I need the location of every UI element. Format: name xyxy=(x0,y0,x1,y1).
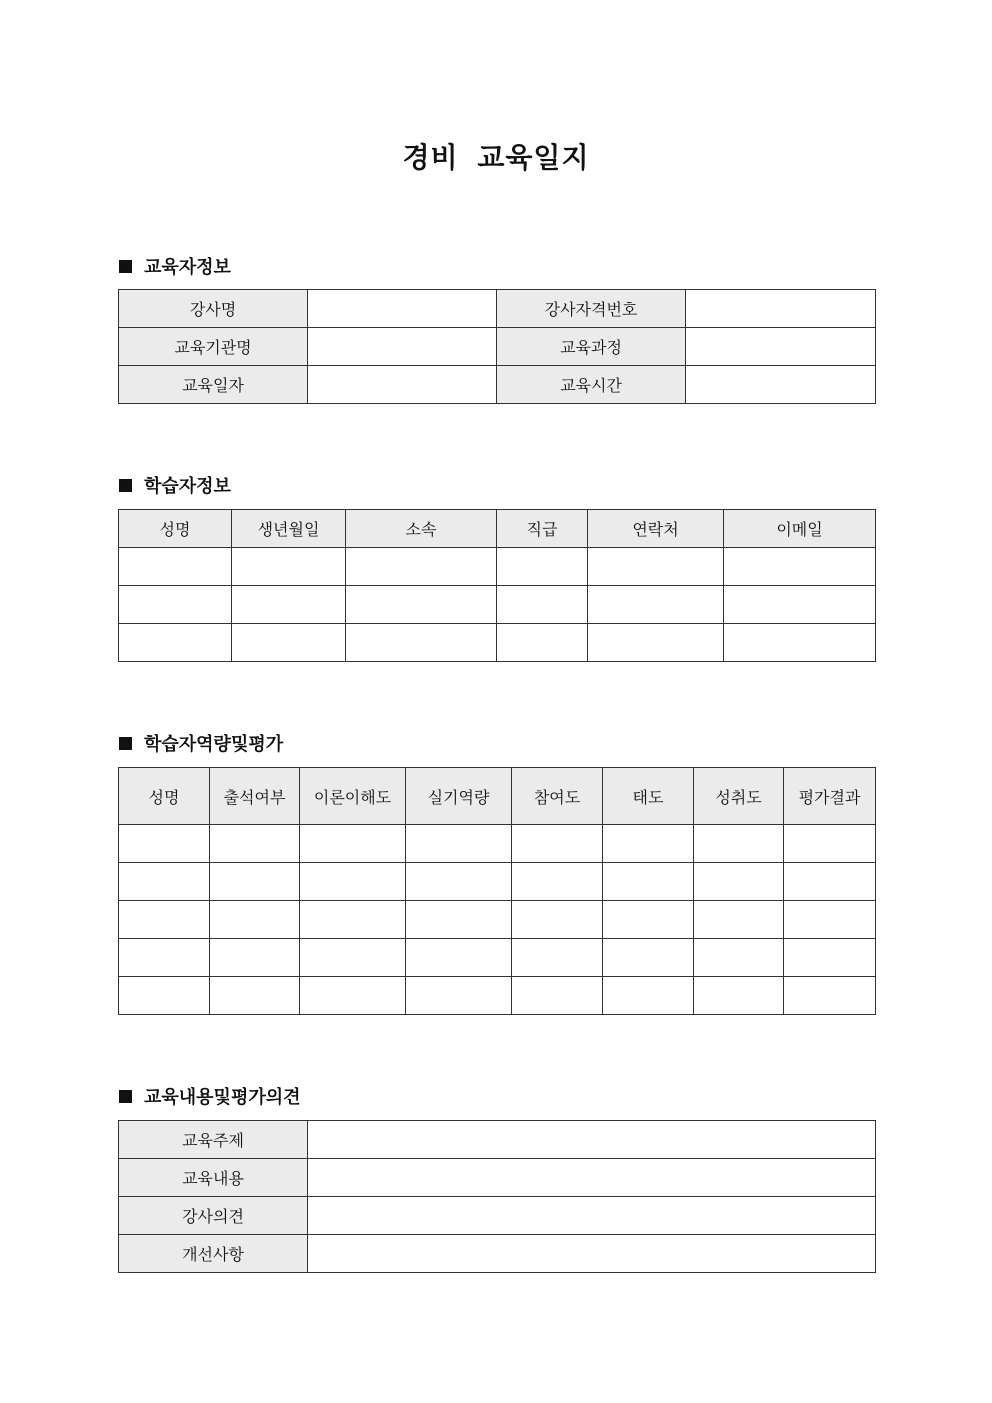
instructor-info-table xyxy=(118,289,876,404)
table-cell[interactable] xyxy=(210,901,300,939)
table-cell[interactable] xyxy=(300,863,406,901)
table-cell[interactable] xyxy=(588,624,724,662)
table-row xyxy=(119,328,876,366)
edu-time-field[interactable] xyxy=(686,366,876,404)
table-cell[interactable] xyxy=(119,901,210,939)
table-cell[interactable] xyxy=(406,863,512,901)
table-row xyxy=(119,825,876,863)
instructor-name-label: 강사명 xyxy=(119,290,308,328)
instructor-opinion-label: 강사의견 xyxy=(119,1197,308,1235)
table-cell[interactable] xyxy=(603,901,694,939)
table-cell[interactable] xyxy=(119,624,232,662)
table-cell[interactable] xyxy=(784,939,876,977)
table-cell[interactable] xyxy=(603,977,694,1015)
table-cell[interactable] xyxy=(406,939,512,977)
table-row xyxy=(119,863,876,901)
table-cell[interactable] xyxy=(300,825,406,863)
section-label: 교육자정보 xyxy=(144,257,231,278)
table-cell[interactable] xyxy=(694,901,784,939)
table-cell[interactable] xyxy=(694,939,784,977)
table-cell[interactable] xyxy=(210,939,300,977)
table-row xyxy=(119,624,876,662)
square-bullet-icon xyxy=(119,1090,132,1103)
table-cell[interactable] xyxy=(300,939,406,977)
content-opinion-table xyxy=(118,1120,876,1273)
table-cell[interactable] xyxy=(512,939,603,977)
table-cell[interactable] xyxy=(210,825,300,863)
table-cell[interactable] xyxy=(512,977,603,1015)
table-cell[interactable] xyxy=(497,586,588,624)
table-row xyxy=(119,1121,876,1159)
column-header: 소속 xyxy=(346,510,497,548)
table-header-row xyxy=(119,510,876,548)
column-header: 이론이해도 xyxy=(300,768,406,825)
table-cell[interactable] xyxy=(119,977,210,1015)
table-cell[interactable] xyxy=(497,548,588,586)
table-cell[interactable] xyxy=(603,863,694,901)
table-cell[interactable] xyxy=(784,825,876,863)
table-cell[interactable] xyxy=(210,863,300,901)
table-row xyxy=(119,1235,876,1273)
column-header: 참여도 xyxy=(512,768,603,825)
table-cell[interactable] xyxy=(784,901,876,939)
table-cell[interactable] xyxy=(119,548,232,586)
column-header: 성명 xyxy=(119,768,210,825)
table-cell[interactable] xyxy=(210,977,300,1015)
learner-info-table xyxy=(118,509,876,662)
institution-field[interactable] xyxy=(308,328,497,366)
column-header: 태도 xyxy=(603,768,694,825)
table-row xyxy=(119,290,876,328)
table-cell[interactable] xyxy=(406,901,512,939)
table-cell[interactable] xyxy=(724,586,876,624)
section-label: 학습자역량및평가 xyxy=(144,734,284,755)
section-heading-competency xyxy=(119,730,283,756)
table-row xyxy=(119,1159,876,1197)
table-header-row xyxy=(119,768,876,825)
table-cell[interactable] xyxy=(603,825,694,863)
instructor-license-field[interactable] xyxy=(686,290,876,328)
table-row xyxy=(119,548,876,586)
table-cell[interactable] xyxy=(588,548,724,586)
course-label: 교육과정 xyxy=(497,328,686,366)
table-cell[interactable] xyxy=(512,901,603,939)
table-cell[interactable] xyxy=(497,624,588,662)
column-header: 성명 xyxy=(119,510,232,548)
table-row xyxy=(119,586,876,624)
table-cell[interactable] xyxy=(512,863,603,901)
instructor-name-field[interactable] xyxy=(308,290,497,328)
table-cell[interactable] xyxy=(232,586,346,624)
topic-field[interactable] xyxy=(308,1121,876,1159)
improvements-field[interactable] xyxy=(308,1235,876,1273)
table-cell[interactable] xyxy=(119,825,210,863)
table-cell[interactable] xyxy=(232,548,346,586)
table-cell[interactable] xyxy=(406,825,512,863)
table-row xyxy=(119,939,876,977)
column-header: 생년월일 xyxy=(232,510,346,548)
content-label: 교육내용 xyxy=(119,1159,308,1197)
table-cell[interactable] xyxy=(724,624,876,662)
content-field[interactable] xyxy=(308,1159,876,1197)
page-title: 경비 교육일지 xyxy=(402,141,590,174)
course-field[interactable] xyxy=(686,328,876,366)
institution-label: 교육기관명 xyxy=(119,328,308,366)
competency-table xyxy=(118,767,876,1015)
improvements-label: 개선사항 xyxy=(119,1235,308,1273)
section-heading-content xyxy=(119,1083,301,1109)
column-header: 직급 xyxy=(497,510,588,548)
instructor-license-label: 강사자격번호 xyxy=(497,290,686,328)
table-cell[interactable] xyxy=(603,939,694,977)
column-header: 출석여부 xyxy=(210,768,300,825)
table-row xyxy=(119,366,876,404)
column-header: 연락처 xyxy=(588,510,724,548)
table-cell[interactable] xyxy=(784,977,876,1015)
column-header: 이메일 xyxy=(724,510,876,548)
edu-date-field[interactable] xyxy=(308,366,497,404)
topic-label: 교육주제 xyxy=(119,1121,308,1159)
table-cell[interactable] xyxy=(119,939,210,977)
table-row xyxy=(119,1197,876,1235)
table-cell[interactable] xyxy=(406,977,512,1015)
section-heading-learner xyxy=(119,472,231,498)
table-cell[interactable] xyxy=(300,901,406,939)
table-cell[interactable] xyxy=(694,825,784,863)
table-cell[interactable] xyxy=(232,624,346,662)
column-header: 평가결과 xyxy=(784,768,876,825)
table-cell[interactable] xyxy=(346,624,497,662)
table-cell[interactable] xyxy=(346,548,497,586)
table-cell[interactable] xyxy=(784,863,876,901)
section-label: 학습자정보 xyxy=(144,476,231,497)
table-cell[interactable] xyxy=(694,863,784,901)
table-cell[interactable] xyxy=(346,586,497,624)
table-cell[interactable] xyxy=(119,863,210,901)
column-header: 실기역량 xyxy=(406,768,512,825)
table-cell[interactable] xyxy=(694,977,784,1015)
section-heading-instructor xyxy=(119,253,231,279)
table-cell[interactable] xyxy=(724,548,876,586)
square-bullet-icon xyxy=(119,260,132,273)
square-bullet-icon xyxy=(119,737,132,750)
table-cell[interactable] xyxy=(300,977,406,1015)
edu-time-label: 교육시간 xyxy=(497,366,686,404)
square-bullet-icon xyxy=(119,479,132,492)
edu-date-label: 교육일자 xyxy=(119,366,308,404)
table-cell[interactable] xyxy=(119,586,232,624)
column-header: 성취도 xyxy=(694,768,784,825)
table-row xyxy=(119,977,876,1015)
section-label: 교육내용및평가의견 xyxy=(144,1087,301,1108)
instructor-opinion-field[interactable] xyxy=(308,1197,876,1235)
table-cell[interactable] xyxy=(512,825,603,863)
table-cell[interactable] xyxy=(588,586,724,624)
table-row xyxy=(119,901,876,939)
